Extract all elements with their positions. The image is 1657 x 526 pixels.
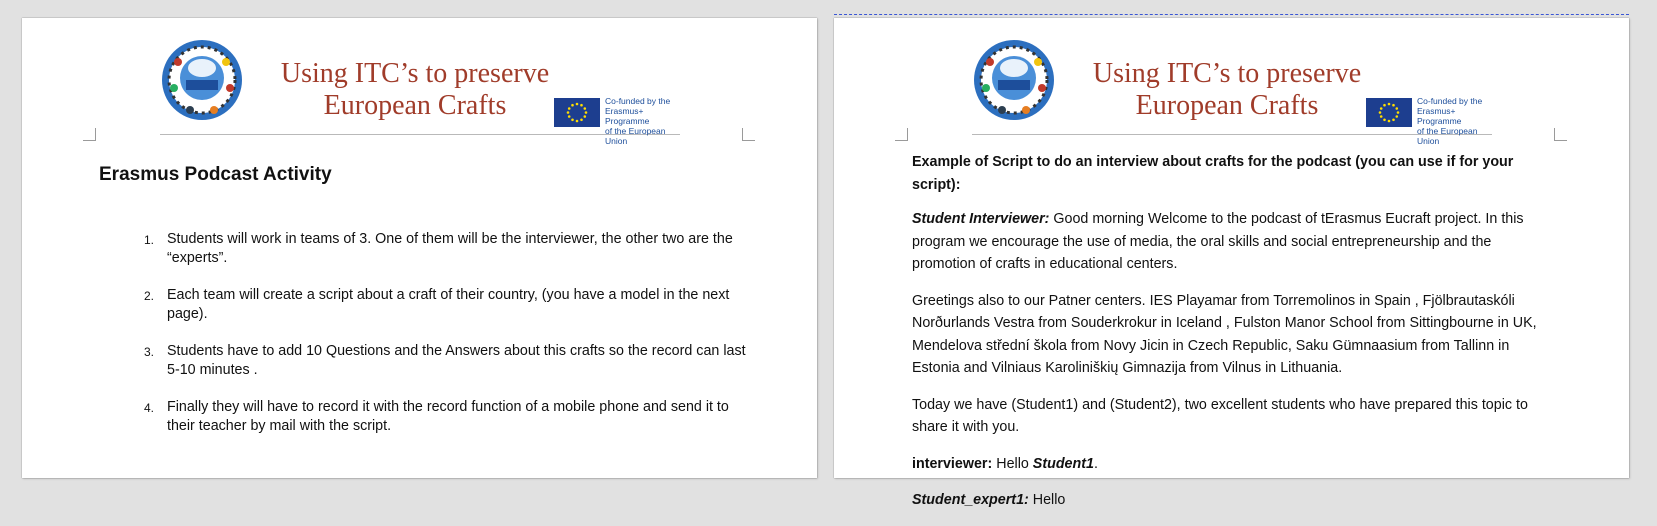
eu-text-line2: Erasmus+ Programme bbox=[605, 106, 650, 126]
eu-cofunding-logo bbox=[554, 96, 684, 146]
list-number: 1. bbox=[144, 233, 155, 247]
paragraph-text: . bbox=[1093, 455, 1098, 472]
script-body bbox=[912, 151, 1552, 526]
eu-text-line2: Erasmus+ Programme bbox=[1417, 106, 1462, 126]
list-item bbox=[97, 398, 757, 436]
list-item bbox=[97, 342, 757, 380]
eu-cofunding-logo bbox=[1366, 96, 1496, 146]
project-logo bbox=[160, 38, 244, 122]
instructions-list bbox=[97, 230, 757, 454]
script-paragraph: Today we have (Student1) and (Student2), two excellent students who have prepared this topic to share it with you. bbox=[912, 396, 1528, 435]
list-item-text: Students will work in teams of 3. One of them will be the interviewer, the other two are the “experts”. bbox=[167, 231, 733, 266]
banner-title bbox=[260, 58, 570, 122]
banner-title-line1: Using ITC’s to preserve bbox=[280, 58, 550, 89]
paragraph-text: Hello bbox=[992, 455, 1033, 472]
script-paragraph bbox=[912, 453, 1552, 476]
list-item-text: Students have to add 10 Questions and the Answers about this crafts so the record can last 5-10 minutes . bbox=[167, 343, 746, 378]
page-title: Erasmus Podcast Activity bbox=[99, 164, 332, 185]
eu-text-line1: Co-funded by the bbox=[605, 96, 671, 106]
page-header bbox=[160, 38, 680, 146]
paragraph-text: Good morning Welcome to the podcast of tErasmus Eucraft project. In this program we encourage the use of media, the oral skills and social entrepreneurship and the promotion of crafts in educational centers. bbox=[912, 211, 1524, 272]
speaker-label: interviewer: bbox=[912, 455, 993, 472]
document-page-1[interactable] bbox=[22, 18, 817, 478]
speaker-label: Student Interviewer: bbox=[912, 211, 1050, 227]
eu-text-line3: of the European Union bbox=[605, 126, 666, 146]
script-paragraph bbox=[912, 208, 1552, 276]
speaker-label: Student_expert1: bbox=[912, 492, 1029, 508]
student-name: Student1 bbox=[1032, 455, 1094, 472]
document-page-2[interactable] bbox=[834, 18, 1629, 508]
crop-mark-left bbox=[83, 128, 96, 141]
script-paragraph bbox=[912, 489, 1552, 512]
script-intro: Example of Script to do an interview about crafts for the podcast (you can use if for your script): bbox=[912, 154, 1514, 193]
crop-mark-left bbox=[895, 128, 908, 141]
eu-flag-icon bbox=[554, 98, 600, 127]
eu-flag-icon bbox=[1366, 98, 1412, 127]
list-number: 4. bbox=[144, 401, 155, 415]
eu-text-line3: of the European Union bbox=[1417, 126, 1478, 146]
page-header bbox=[972, 38, 1492, 146]
banner-title-line1: Using ITC’s to preserve bbox=[1092, 58, 1362, 89]
list-item-text: Finally they will have to record it with the record function of a mobile phone and send it to their teacher by mail with the script. bbox=[167, 399, 729, 434]
crop-mark-right bbox=[742, 128, 755, 141]
list-item-text: Each team will create a script about a craft of their country, (you have a model in the next page). bbox=[167, 287, 730, 322]
paragraph-text: Hello bbox=[1028, 492, 1066, 508]
eu-cofunding-text bbox=[1417, 96, 1501, 146]
eu-text-line1: Co-funded by the bbox=[1417, 96, 1483, 106]
banner-title-line2: European Crafts bbox=[323, 90, 507, 121]
list-number: 3. bbox=[144, 345, 155, 359]
banner-title-line2: European Crafts bbox=[1135, 90, 1319, 121]
page-boundary-line bbox=[834, 14, 1629, 15]
eu-cofunding-text bbox=[605, 96, 689, 146]
project-logo bbox=[972, 38, 1056, 122]
list-item bbox=[97, 286, 757, 324]
crop-mark-right bbox=[1554, 128, 1567, 141]
list-item bbox=[97, 230, 757, 268]
banner-title bbox=[1072, 58, 1382, 122]
list-number: 2. bbox=[144, 289, 155, 303]
script-paragraph: Greetings also to our Patner centers. IES Playamar from Torremolinos in Spain , Fjölbrautaskóli Norðurlands Vestra from Souderkrokur in Iceland , Fulston Manor School from Sittingbourne in UK, Mendelova střední škola from Novy Jicin in Czech Republic, Saku Gümnaasium from Tallinn in Estonia and Vilniaus Karoliniškių Gimnazija from Vilnus in Lithuania. bbox=[912, 292, 1537, 376]
